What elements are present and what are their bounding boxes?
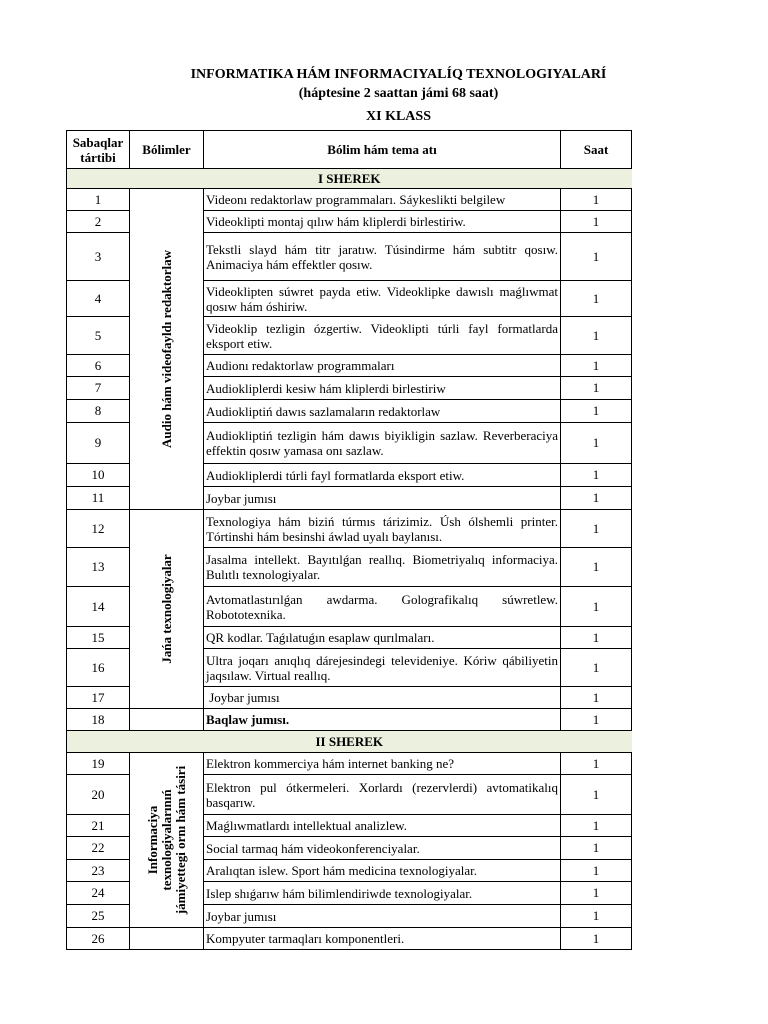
row-number: 12 [67, 510, 130, 548]
row-hours: 1 [561, 928, 632, 950]
row-hours: 1 [561, 423, 632, 464]
row-hours: 1 [561, 753, 632, 775]
document-title: INFORMATIKA HÁM INFORMACIYALÍQ TEXNOLOGIYALARÍ [190, 67, 607, 82]
row-hours: 1 [561, 649, 632, 687]
row-number: 13 [67, 548, 130, 587]
row-number: 5 [67, 317, 130, 355]
row-number: 3 [67, 233, 130, 281]
group-label-cell [130, 510, 204, 709]
row-topic: Joybar jumısı [204, 905, 561, 928]
row-topic: Audiokliptiń dawıs sazlamaların redaktorlaw [204, 400, 561, 423]
row-topic: Audiokliplerdi kesiw hám kliplerdi birlestiriw [204, 377, 561, 400]
row-topic: Joybar jumısı [204, 487, 561, 510]
row-hours: 1 [561, 905, 632, 928]
row-topic: Elektron pul ótkermeleri. Xorlardı (rezervlerdi) avtomatikalıq basqarıw. [204, 775, 561, 815]
row-topic: Audionı redaktorlaw programmaları [204, 355, 561, 377]
row-number: 2 [67, 211, 130, 233]
row-topic: Social tarmaq hám videokonferenciyalar. [204, 837, 561, 860]
document-subtitle: (háptesine 2 saattan jámi 68 saat) [298, 86, 499, 101]
header-sections: Bólimler [130, 131, 204, 169]
group-label: Informaciya texnologiyalarınıń jámiyettegi ornı hám tásiri [144, 765, 188, 915]
row-number: 6 [67, 355, 130, 377]
section-row-2 [67, 731, 632, 753]
row-number: 18 [67, 709, 130, 731]
row-hours: 1 [561, 281, 632, 317]
row-topic: Maǵlıwmatlardı intellektual analizlew. [204, 815, 561, 837]
row-hours: 1 [561, 464, 632, 487]
row-hours: 1 [561, 687, 632, 709]
class-title: XI KLASS [366, 109, 431, 124]
row-number: 9 [67, 423, 130, 464]
row-number: 10 [67, 464, 130, 487]
row-hours: 1 [561, 400, 632, 423]
row-topic: Joybar jumısı [204, 687, 561, 709]
row-topic: QR kodlar. Taǵılatuǵın esaplaw qurılmaları. [204, 627, 561, 649]
row-topic: Texnologiya hám biziń túrmıs tárizimiz. Úsh ólshemli printer. Tórtinshi hám besinshi áwlad uyalı baylanısı. [204, 510, 561, 548]
section-row-1 [67, 169, 632, 189]
row-topic: Kompyuter tarmaqları komponentleri. [204, 928, 561, 950]
group-label: Audio hám videofayldı redaktorlaw [158, 249, 174, 449]
row-hours: 1 [561, 317, 632, 355]
table-header-row [67, 131, 632, 169]
row-number: 11 [67, 487, 130, 510]
row-hours: 1 [561, 233, 632, 281]
row-topic: Videoklipten súwret payda etiw. Videoklipke dawıslı maǵlıwmat qosıw hám óshiriw. [204, 281, 561, 317]
row-number: 26 [67, 928, 130, 950]
empty-cell [130, 709, 204, 731]
row-hours: 1 [561, 775, 632, 815]
table-row [67, 928, 632, 950]
group-label-cell [130, 189, 204, 510]
row-number: 22 [67, 837, 130, 860]
table-row [67, 510, 632, 548]
group-label-cell [130, 753, 204, 928]
row-hours: 1 [561, 377, 632, 400]
row-number: 20 [67, 775, 130, 815]
section-label: I SHEREK [67, 169, 632, 189]
row-hours: 1 [561, 211, 632, 233]
table-row [67, 709, 632, 731]
group-label: Jańa texnologiyalar [158, 554, 174, 664]
row-hours: 1 [561, 548, 632, 587]
header-lesson-order: Sabaqlar tártibi [67, 131, 130, 169]
row-topic: Islep shıǵarıw hám bilimlendiriwde texnologiyalar. [204, 882, 561, 905]
row-topic: Videonı redaktorlaw programmaları. Sáykeslikti belgilew [204, 189, 561, 211]
header-hours: Saat [561, 131, 632, 169]
row-hours: 1 [561, 510, 632, 548]
row-hours: 1 [561, 709, 632, 731]
header-topic: Bólim hám tema atı [204, 131, 561, 169]
row-number: 17 [67, 687, 130, 709]
section-label: II SHEREK [67, 731, 632, 753]
row-hours: 1 [561, 355, 632, 377]
row-topic: Tekstli slayd hám titr jaratıw. Túsindirme hám subtitr qosıw. Animaciya hám effektler qosıw. [204, 233, 561, 281]
row-number: 1 [67, 189, 130, 211]
row-topic: Jasalma intellekt. Bayıtılǵan reallıq. Biometriyalıq informaciya. Bulıtlı texnologiyalar. [204, 548, 561, 587]
row-topic: Baqlaw jumısı. [204, 709, 561, 731]
row-number: 14 [67, 587, 130, 627]
row-topic: Avtomatlastırılǵan awdarma. Golografikalıq súwretlew. Robototexnika. [204, 587, 561, 627]
row-hours: 1 [561, 189, 632, 211]
curriculum-table [66, 130, 632, 950]
row-topic: Audiokliplerdi túrli fayl formatlarda eksport etiw. [204, 464, 561, 487]
row-hours: 1 [561, 587, 632, 627]
table-row [67, 753, 632, 775]
row-hours: 1 [561, 627, 632, 649]
row-hours: 1 [561, 837, 632, 860]
row-number: 21 [67, 815, 130, 837]
row-hours: 1 [561, 882, 632, 905]
row-hours: 1 [561, 487, 632, 510]
row-number: 16 [67, 649, 130, 687]
row-number: 4 [67, 281, 130, 317]
row-number: 25 [67, 905, 130, 928]
row-number: 23 [67, 860, 130, 882]
row-topic: Videoklip tezligin ózgertiw. Videoklipti túrli fayl formatlarda eksport etiw. [204, 317, 561, 355]
row-topic: Ultra joqarı anıqlıq dárejesindegi televideniye. Kóriw qábiliyetin jaqsılaw. Virtual reallıq. [204, 649, 561, 687]
row-topic: Audiokliptiń tezligin hám dawıs biyikligin sazlaw. Reverberaciya effektin qosıw yamasa onı sazlaw. [204, 423, 561, 464]
row-topic: Videoklipti montaj qılıw hám kliplerdi birlestiriw. [204, 211, 561, 233]
row-number: 8 [67, 400, 130, 423]
row-number: 15 [67, 627, 130, 649]
row-hours: 1 [561, 860, 632, 882]
empty-cell [130, 928, 204, 950]
row-hours: 1 [561, 815, 632, 837]
table-row [67, 189, 632, 211]
row-number: 24 [67, 882, 130, 905]
row-topic: Elektron kommerciya hám internet banking ne? [204, 753, 561, 775]
row-number: 7 [67, 377, 130, 400]
row-topic: Aralıqtan islew. Sport hám medicina texnologiyalar. [204, 860, 561, 882]
row-number: 19 [67, 753, 130, 775]
